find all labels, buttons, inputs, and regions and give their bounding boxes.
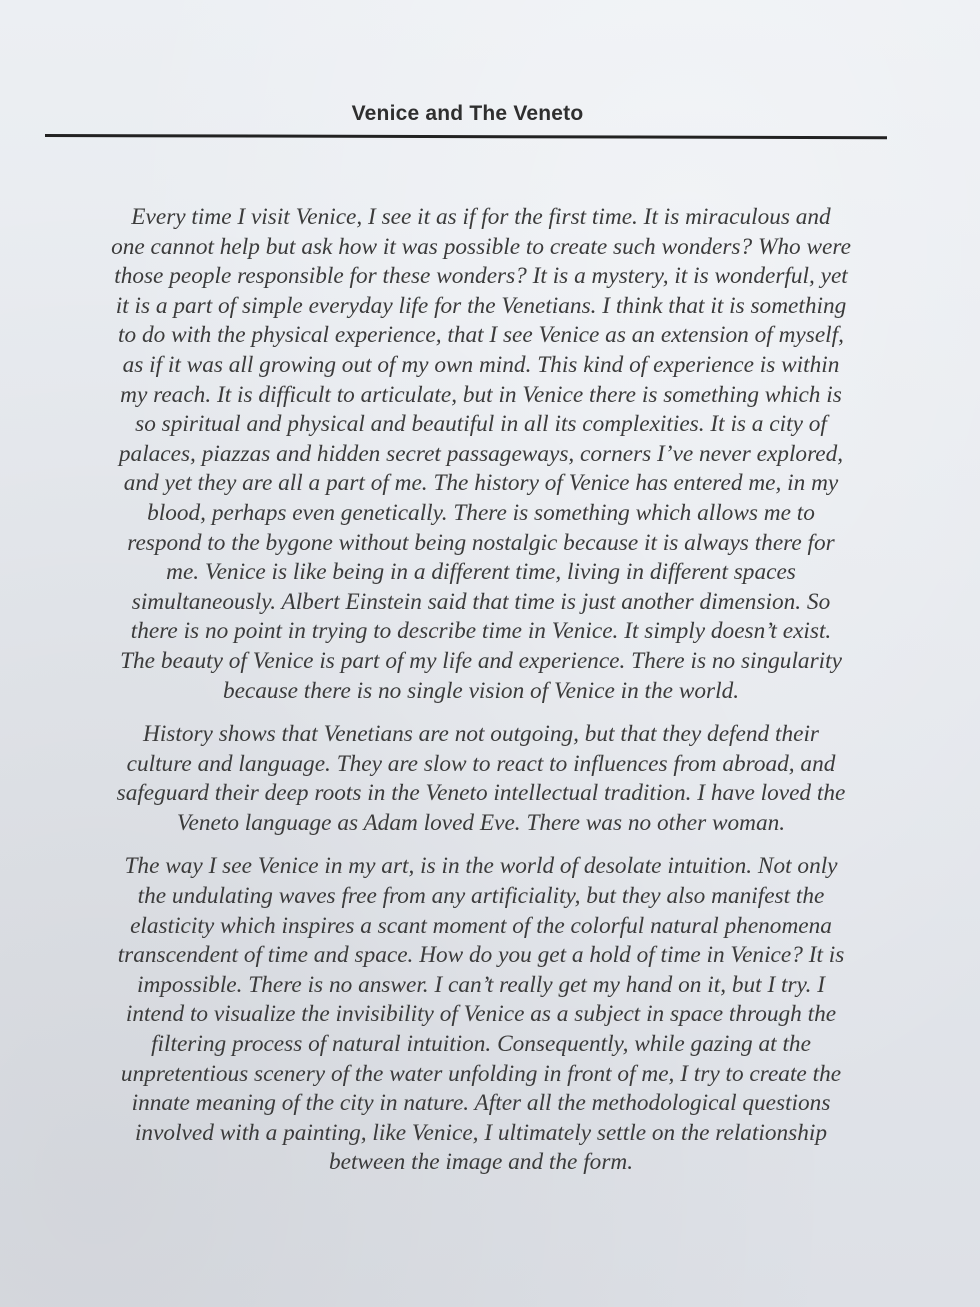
title-rule — [45, 134, 887, 139]
text-line: it is a part of simple everyday life for the Venetians. I think that it is something — [115, 292, 847, 319]
page-title: Venice and The Veneto — [351, 102, 584, 125]
text-line: safeguard their deep roots in the Veneto intellectual tradition. I have loved the — [116, 780, 846, 807]
text-line: there is no point in trying to describe time in Venice. It simply doesn’t exist. — [130, 618, 832, 645]
text-line: filtering process of natural intuition. Consequently, while gazing at the — [151, 1031, 811, 1058]
text-line: blood, perhaps even genetically. There is something which allows me to — [147, 499, 815, 526]
text-line: involved with a painting, like Venice, I ultimately settle on the relationship — [134, 1119, 828, 1146]
text-line: elasticity which inspires a scant moment of the colorful natural phenomena — [130, 912, 832, 939]
text-line: The beauty of Venice is part of my life and experience. There is no singularity — [120, 647, 842, 674]
text-line: innate meaning of the city in nature. After all the methodological questions — [131, 1090, 831, 1117]
text-line: my reach. It is difficult to articulate, but in Venice there is something which is — [120, 381, 842, 408]
text-line: those people responsible for these wonders? It is a mystery, it is wonderful, yet — [114, 263, 848, 290]
text-line: impossible. There is no answer. I can’t really get my hand on it, but I try. I — [136, 971, 826, 998]
text-line: unpretentious scenery of the water unfolding in front of me, I try to create the — [120, 1060, 842, 1087]
paragraph-1 — [20, 203, 942, 706]
text-line: palaces, piazzas and hidden secret passageways, corners I’ve never explored, — [118, 440, 844, 467]
paragraph-3 — [20, 852, 942, 1178]
text-line: History shows that Venetians are not outgoing, but that they defend their — [143, 721, 819, 748]
body-text — [20, 203, 942, 1178]
text-line: me. Venice is like being in a different time, living in different spaces — [166, 559, 796, 586]
text-line: and yet they are all a part of me. The history of Venice has entered me, in my — [123, 470, 839, 497]
text-line: because there is no single vision of Venice in the world. — [222, 677, 740, 704]
text-line: as if it was all growing out of my own mind. This kind of experience is within — [122, 351, 840, 378]
text-line: the undulating waves free from any artificiality, but they also manifest the — [137, 883, 825, 910]
text-line: one cannot help but ask how it was possible to create such wonders? Who were — [111, 233, 851, 260]
paragraph-2 — [20, 720, 942, 838]
text-line: Every time I visit Venice, I see it as if for the first time. It is miraculous and — [131, 204, 831, 230]
text-line: transcendent of time and space. How do you get a hold of time in Venice? It is — [117, 942, 845, 969]
text-line: to do with the physical experience, that I see Venice as an extension of myself, — [118, 322, 844, 349]
text-line: The way I see Venice in my art, is in the world of desolate intuition. Not only — [124, 853, 838, 880]
text-line: respond to the bygone without being nostalgic because it is always there for — [127, 529, 835, 556]
text-line: between the image and the form. — [328, 1149, 634, 1176]
text-line: intend to visualize the invisibility of Venice as a subject in space through the — [125, 1001, 837, 1028]
text-line: Veneto language as Adam loved Eve. There was no other woman. — [176, 809, 786, 836]
text-line: culture and language. They are slow to react to influences from abroad, and — [126, 750, 836, 777]
text-line: so spiritual and physical and beautiful in all its complexities. It is a city of — [135, 411, 827, 438]
text-line: simultaneously. Albert Einstein said that time is just another dimension. So — [131, 588, 831, 615]
